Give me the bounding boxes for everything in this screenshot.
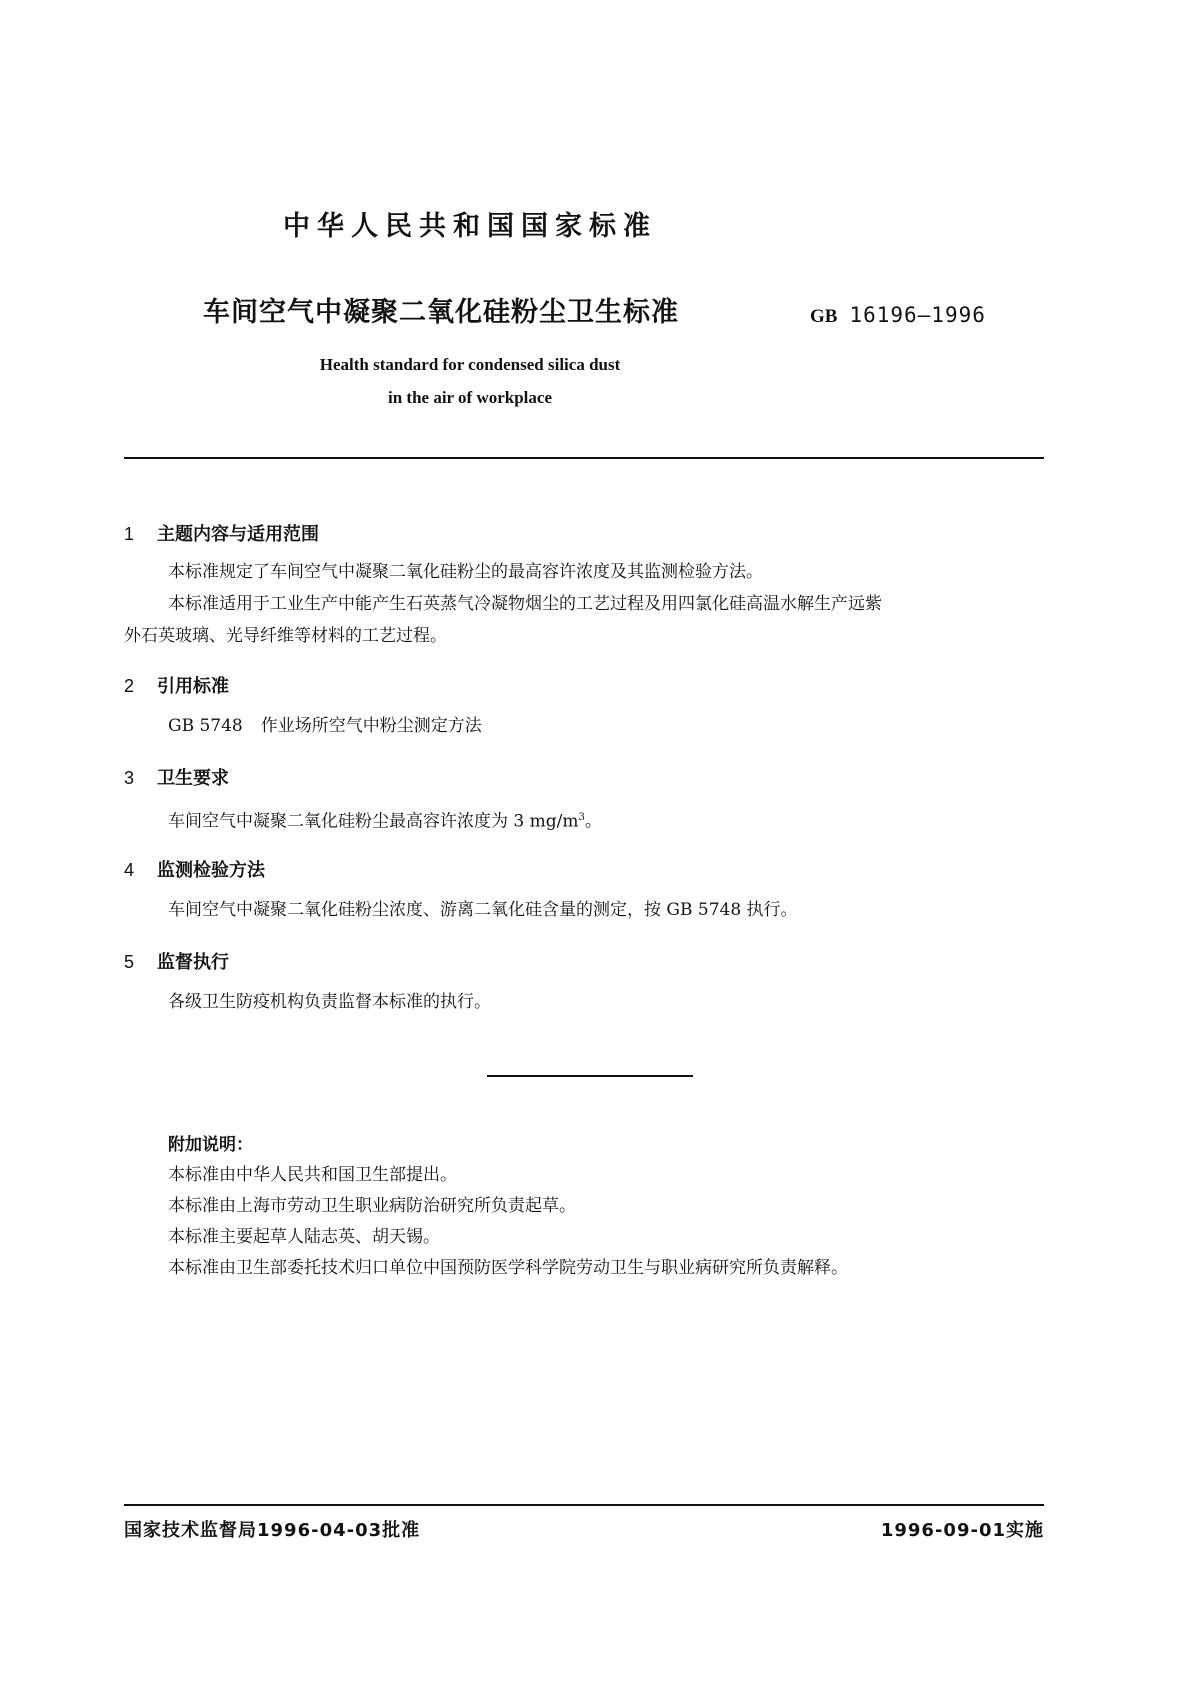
section-5-text: 各级卫生防疫机构负责监督本标准的执行。 [168, 992, 491, 1012]
end-divider [487, 1075, 693, 1077]
period: 。 [584, 811, 602, 832]
reference-title: 作业场所空气中粉尘测定方法 [260, 716, 482, 736]
section-number: 4 [124, 860, 135, 880]
reference-code: GB 5748 [168, 716, 243, 736]
gb-prefix: GB [810, 306, 838, 327]
section-1-paragraph-2-line-2: 外石英玻璃、光导纤维等材料的工艺过程。 [124, 626, 447, 646]
reference-standard [168, 710, 482, 742]
limit-statement: 车间空气中凝聚二氧化硅粉尘最高容许浓度为 3 mg/m [168, 811, 579, 832]
section-number: 3 [124, 768, 135, 788]
section-title: 主题内容与适用范围 [157, 524, 319, 545]
note-line-3: 本标准主要起草人陆志英、胡天锡。 [168, 1227, 440, 1247]
approval-date: 国家技术监督局1996-04-03批准 [124, 1520, 421, 1541]
effective-date: 1996-09-01实施 [880, 1520, 1044, 1541]
national-standard-heading: 中华人民共和国国家标准 [283, 211, 657, 242]
section-3-heading [124, 764, 229, 790]
document-title: 车间空气中凝聚二氧化硅粉尘卫生标准 [203, 297, 679, 328]
standard-number [810, 303, 986, 328]
section-1-heading [124, 520, 319, 546]
section-1-paragraph-1: 本标准规定了车间空气中凝聚二氧化硅粉尘的最高容许浓度及其监测检验方法。 [168, 562, 763, 582]
section-5-heading [124, 948, 229, 974]
english-title-line-2: in the air of workplace [387, 388, 552, 407]
section-title: 监测检验方法 [157, 860, 265, 881]
section-title: 卫生要求 [157, 768, 229, 789]
title-divider [124, 457, 1044, 459]
notes-heading: 附加说明： [168, 1135, 253, 1155]
section-title: 引用标准 [157, 676, 229, 697]
section-3-text [168, 802, 602, 838]
section-4-text: 车间空气中凝聚二氧化硅粉尘浓度、游离二氧化硅含量的测定，按 GB 5748 执行。 [168, 900, 798, 920]
section-number: 1 [124, 524, 135, 544]
section-2-heading [124, 672, 229, 698]
section-number: 2 [124, 676, 135, 696]
note-line-4: 本标准由卫生部委托技术归口单位中国预防医学科学院劳动卫生与职业病研究所负责解释。 [168, 1258, 848, 1278]
note-line-1: 本标准由中华人民共和国卫生部提出。 [168, 1165, 457, 1185]
unit-exponent: 3 [578, 812, 585, 823]
section-title: 监督执行 [157, 952, 229, 973]
section-1-paragraph-2-line-1: 本标准适用于工业生产中能产生石英蒸气冷凝物烟尘的工艺过程及用四氯化硅高温水解生产远紫 [168, 594, 882, 614]
standard-code: 16196—1996 [849, 303, 986, 327]
section-number: 5 [124, 952, 135, 972]
section-4-heading [124, 856, 265, 882]
footer-divider [124, 1504, 1044, 1506]
english-title-line-1: Health standard for condensed silica dust [319, 355, 621, 374]
note-line-2: 本标准由上海市劳动卫生职业病防治研究所负责起草。 [168, 1196, 576, 1216]
